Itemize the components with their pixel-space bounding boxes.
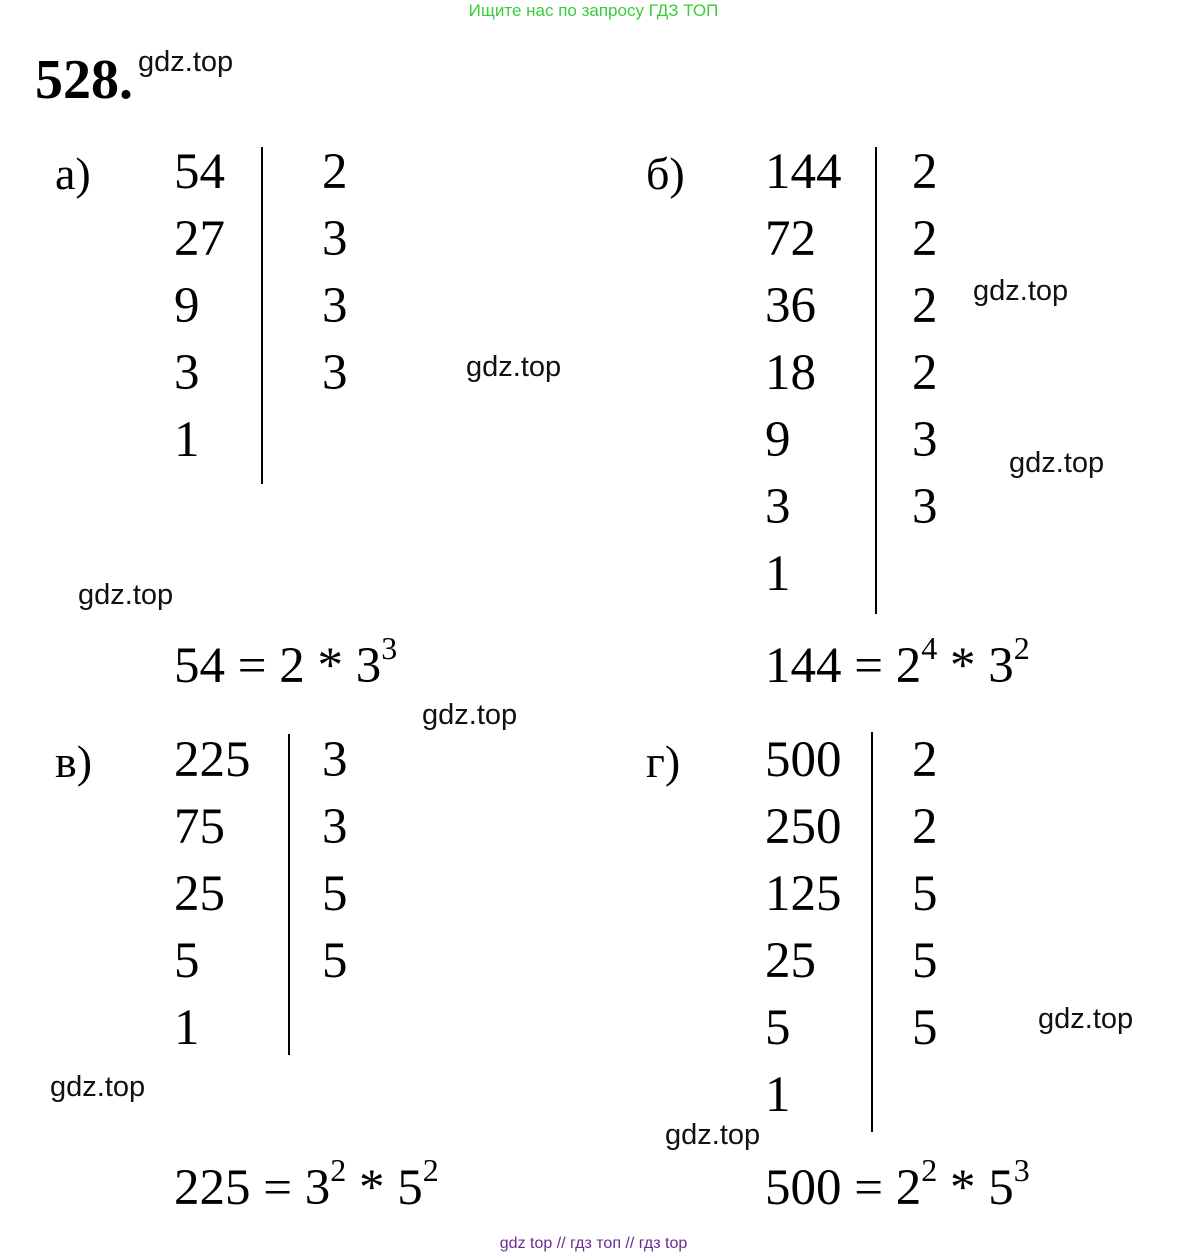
watermark: gdz.top [466,351,562,383]
divisor: 3 [322,278,348,334]
dividend: 225 [174,732,251,788]
divisor: 5 [322,866,348,922]
dividend: 25 [765,933,816,989]
divisor: 2 [912,799,938,855]
divisor: 2 [912,144,938,200]
divisor: 2 [912,278,938,334]
divisor: 5 [912,866,938,922]
dividend: 25 [174,866,225,922]
divisor: 2 [912,345,938,401]
divisor: 3 [322,732,348,788]
dividend: 1 [174,1000,200,1056]
dividend: 72 [765,211,816,267]
part-label-v: в) [55,736,93,787]
divisor: 2 [322,144,348,200]
dividend: 54 [174,144,225,200]
factorization-result-v: $225 = 3^2 * 5^2$ [174,1152,439,1216]
factorization-result-g: $500 = 2^2 * 5^3$ [765,1152,1030,1216]
divisor: 3 [912,479,938,535]
divisor: 3 [322,345,348,401]
dividend: 36 [765,278,816,334]
watermark: gdz.top [422,699,518,731]
part-label-a: а) [55,148,91,199]
dividend: 1 [174,412,200,468]
divisor: 3 [322,799,348,855]
division-line [288,734,290,1055]
dividend: 9 [174,278,200,334]
dividend: 1 [765,546,791,602]
watermark: gdz.top [973,275,1069,307]
dividend: 9 [765,412,791,468]
watermark: gdz.top [138,46,234,78]
dividend: 1 [765,1067,791,1123]
dividend: 500 [765,732,842,788]
watermark: gdz.top [78,579,174,611]
divisor: 5 [912,1000,938,1056]
dividend: 3 [765,479,791,535]
dividend: 5 [174,933,200,989]
divisor: 3 [912,412,938,468]
part-label-g: г) [646,736,681,787]
divisor: 5 [912,933,938,989]
dividend: 27 [174,211,225,267]
dividend: 18 [765,345,816,401]
dividend: 250 [765,799,842,855]
watermark: gdz.top [665,1119,761,1151]
division-line [261,147,263,484]
watermark: gdz.top [1038,1003,1134,1035]
problem-number: 528. [35,49,133,111]
dividend: 5 [765,1000,791,1056]
part-label-b: б) [646,148,685,199]
divisor: 2 [912,211,938,267]
factorization-result-a: $54 = 2 * 3^3$ [174,630,398,694]
divisor: 5 [322,933,348,989]
watermark: gdz.top [1009,447,1105,479]
division-line [875,147,877,614]
dividend: 3 [174,345,200,401]
divisor: 2 [912,732,938,788]
division-line [871,732,873,1132]
search-banner: Ищите нас по запросу ГДЗ ТОП [468,1,719,20]
dividend: 75 [174,799,225,855]
footer-watermark: gdz top // гдз топ // гдз top [499,1235,688,1252]
dividend: 125 [765,866,842,922]
factorization-result-b: $144 = 2^4 * 3^2$ [765,630,1030,694]
divisor: 3 [322,211,348,267]
dividend: 144 [765,144,842,200]
watermark: gdz.top [50,1071,146,1103]
